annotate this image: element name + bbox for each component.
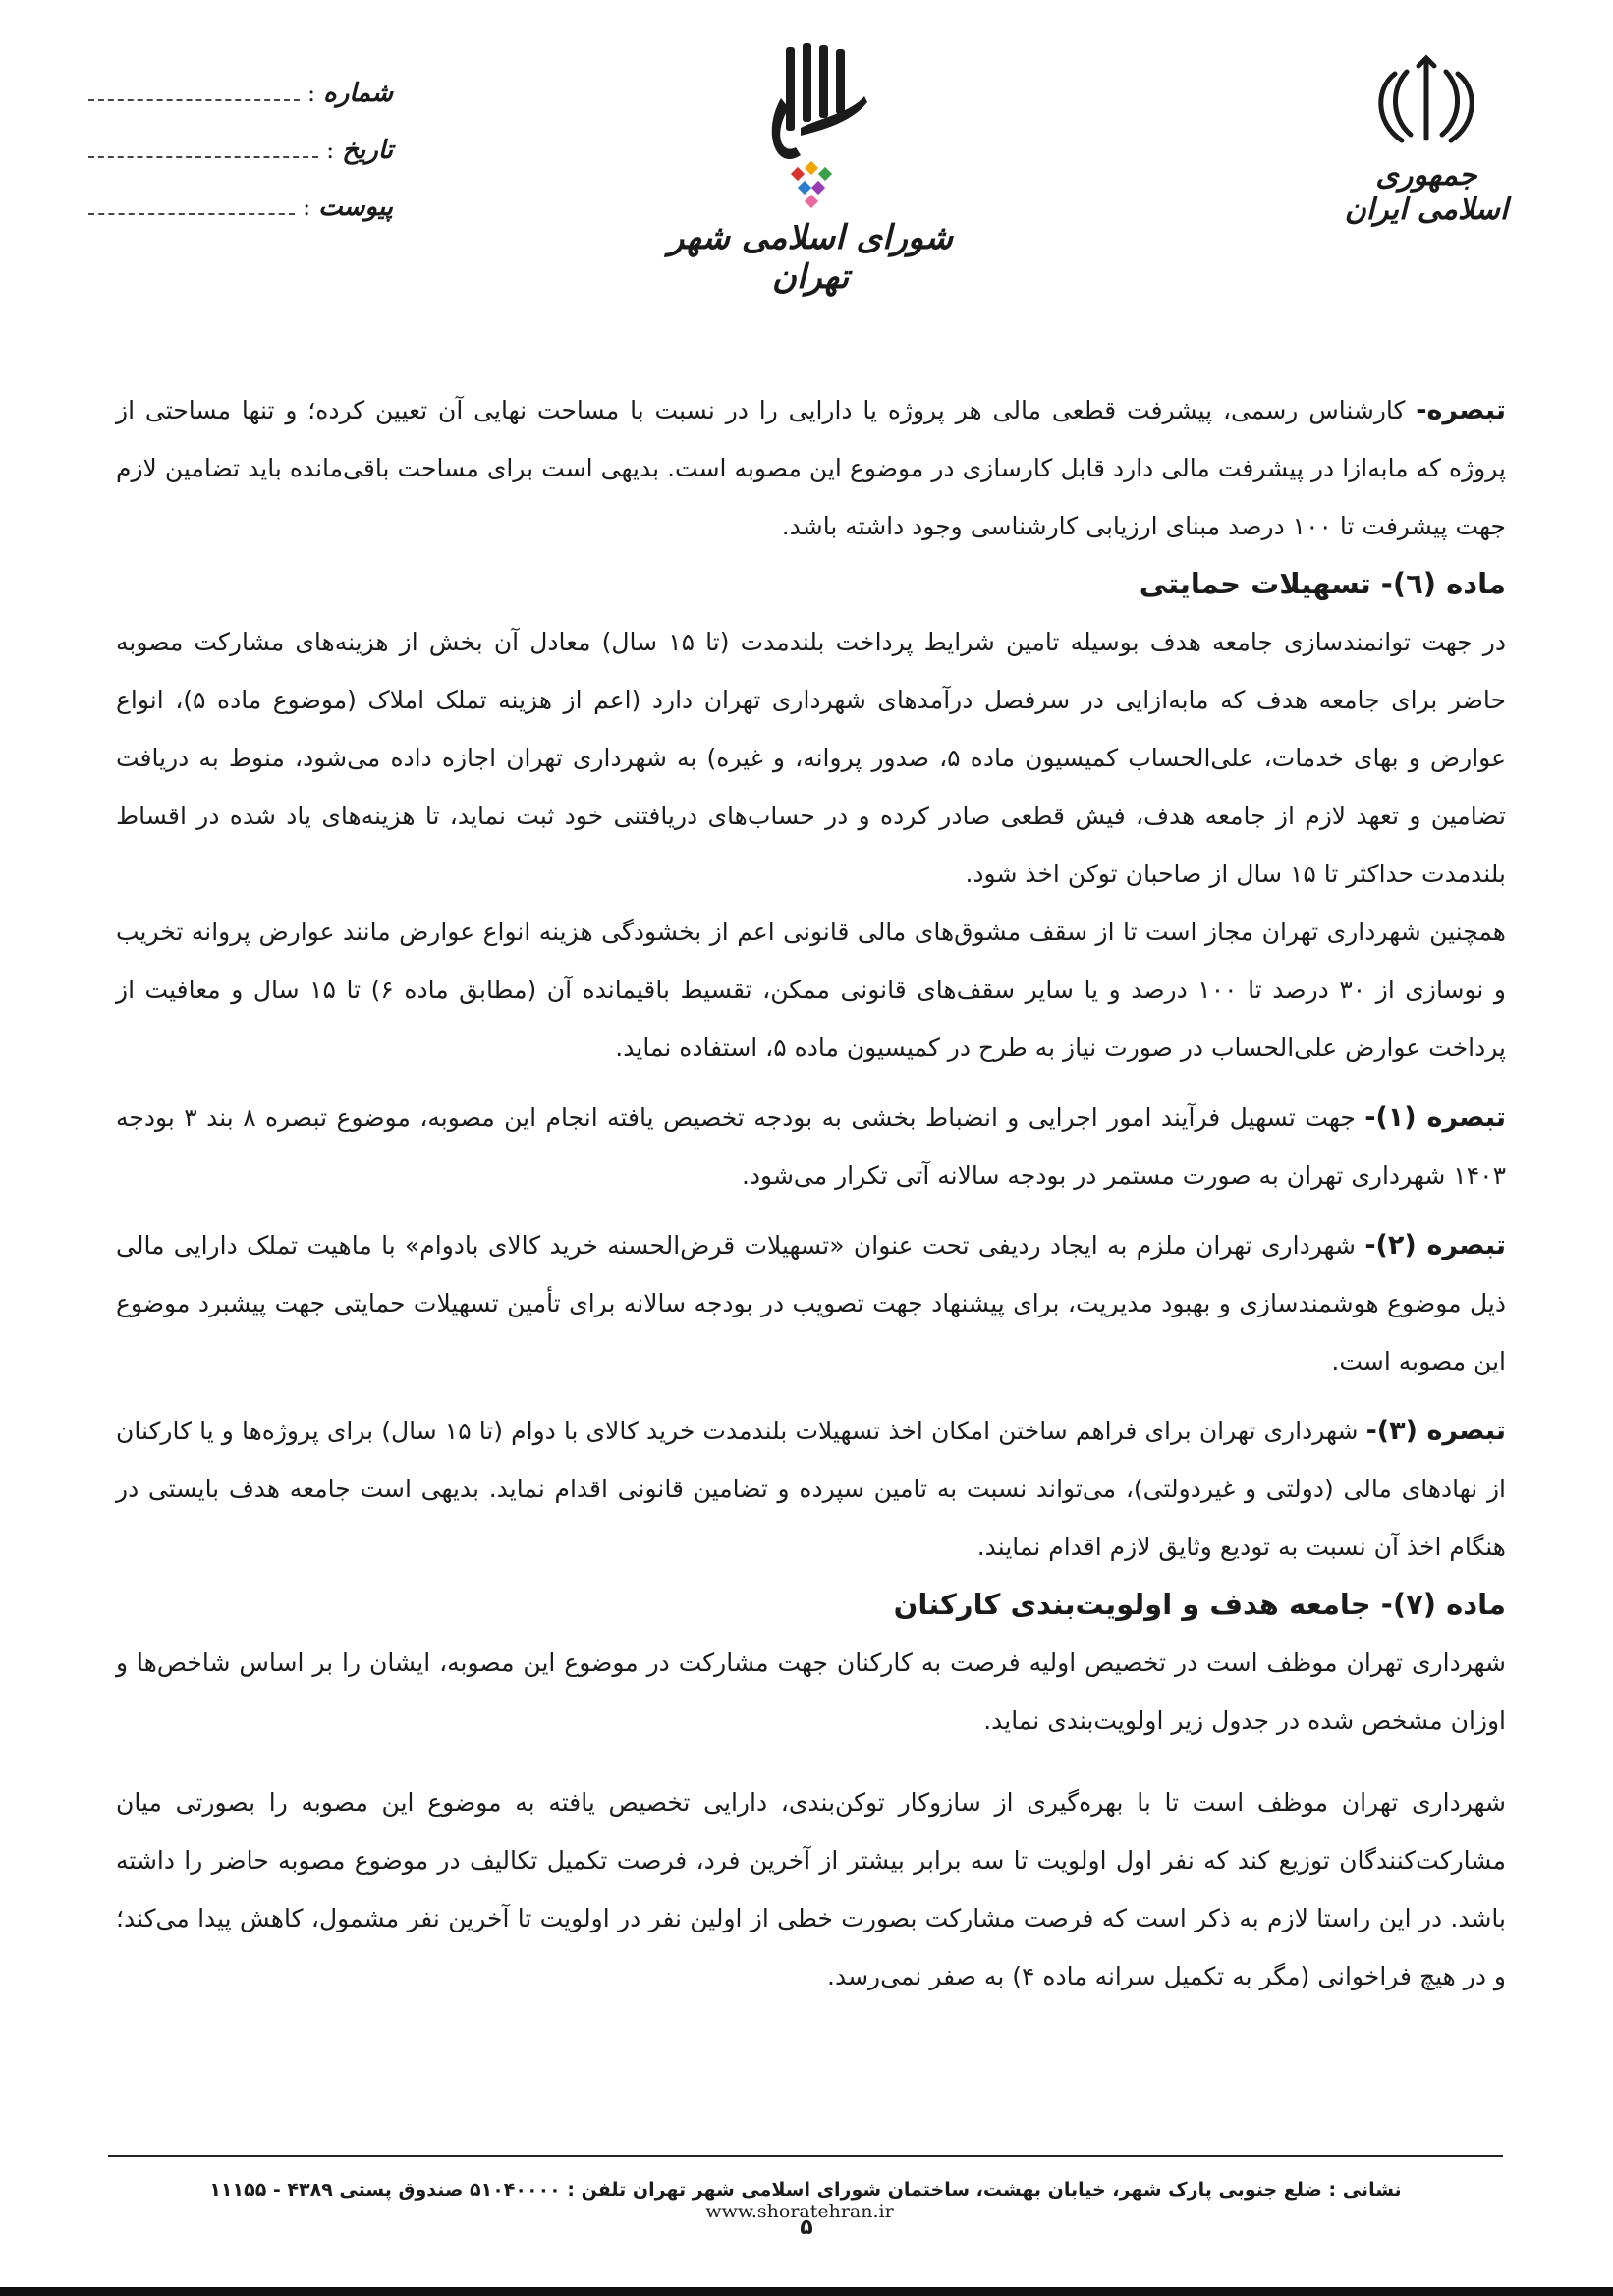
paragraph-note-3 xyxy=(116,1402,1506,1576)
council-logo-icon xyxy=(742,39,879,216)
meta-number-row xyxy=(88,79,393,136)
scan-bottom-edge xyxy=(0,2287,1613,2296)
meta-date-row xyxy=(88,136,393,193)
paragraph-note-1 xyxy=(116,1089,1506,1204)
note-3-text: شهرداری تهران برای فراهم ساختن امکان اخذ تسهیلات بلندمدت خرید کالای با دوام (تا ۱۵ سال) برای پروژه‌ها و یا کارکنان از نهادهای مالی (دولتی و غیردولتی)، می‌تواند نسبت به تامین سپرده و تضامین قانونی اقدام نماید. بدیهی است جامعه هدف بایستی در هنگام اخذ آن نسبت به تودیع وثایق لازم اقدام نمایند. xyxy=(116,1417,1506,1561)
article-7-heading: ماده (۷)- جامعه هدف و اولویت‌بندی کارکنان xyxy=(893,1588,1506,1621)
footer-divider xyxy=(108,2155,1503,2157)
page-number: ۵ xyxy=(800,2215,813,2240)
council-caption: شورای اسلامی شهر تهران xyxy=(668,218,953,297)
meta-colon: : xyxy=(303,194,311,221)
paragraph-incentives: همچنین شهرداری تهران مجاز است تا از سقف مشوق‌های مالی قانونی اعم از بخشودگی هزینه انواع عوارض مانند عوارض پروانه تخریب و نوسازی از ۳۰ درصد تا ۱۰۰ درصد و یا سایر سقف‌های قانونی ممکن، تقسیط باقیمانده آن (مطابق ماده ۶) تا ۱۵ سال و معافیت از پرداخت عوارض علی‌الحساب در صورت نیاز به طرح در کمیسیون ماده ۵، استفاده نماید. xyxy=(116,918,1506,1062)
note-2-title: تبصره (۲)- xyxy=(1364,1230,1506,1260)
footer-website: www.shoratehran.ir xyxy=(705,2201,894,2222)
footer-address-text: نشانی : ضلع جنوبی پارک شهر، خیابان بهشت، ساختمان شورای اسلامی شهر تهران تلفن : ۵۱۰۴۰۰۰۰ صندوق پستی ۴۳۸۹ - ۱۱۱۵۵ xyxy=(209,2179,1402,2201)
note-3-title: تبصره (۳)- xyxy=(1365,1416,1506,1446)
iran-emblem xyxy=(1343,54,1510,227)
note-1-text: جهت تسهیل فرآیند امور اجرایی و انضباط بخشی به بودجه تخصیص یافته انجام این مصوبه، موضوع تبصره ۸ بند ۳ بودجه ۱۴۰۳ شهرداری تهران به صورت مستمر در بودجه سالانه آتی تکرار می‌شود. xyxy=(116,1103,1506,1190)
iran-emblem-icon xyxy=(1367,54,1485,152)
meta-attachment-line xyxy=(88,199,295,215)
note-1-title: تبصره (۱)- xyxy=(1364,1102,1506,1133)
paragraph-note-2 xyxy=(116,1216,1506,1390)
council-logo xyxy=(648,39,973,297)
document-body xyxy=(116,381,1506,2005)
paragraph-article-7: شهرداری تهران موظف است در تخصیص اولیه فرصت به کارکنان جهت مشارکت در موضوع این مصوبه، ایشان را بر اساس شاخص‌ها و اوزان مشخص شده در جدول زیر اولویت‌بندی نماید. xyxy=(116,1649,1506,1735)
paragraph-article-6: در جهت توانمندسازی جامعه هدف بوسیله تامین شرایط پرداخت بلندمدت (تا ۱۵ سال) معادل آن بخش از هزینه‌های مشارکت مصوبه حاضر برای جامعه هدف که مابه‌ازایی در سرفصل درآمدهای شهرداری تهران دارد (اعم از هزینه تملک املاک (موضوع ماده ۵)، انواع عوارض و بهای خدمات، علی‌الحساب کمیسیون ماده ۵، صدور پروانه، و غیره) به شهرداری تهران اجازه داده می‌شود، منوط به دریافت تضامین و تعهد لازم از جامعه هدف، فیش قطعی صادر کرده و در حساب‌های دریافتنی خود ثبت نماید، تا هزینه‌های یاد شده در اقساط بلندمدت حداکثر تا ۱۵ سال از صاحبان توکن اخذ شود. xyxy=(116,628,1507,888)
meta-number-line xyxy=(88,85,300,101)
note-5-text: کارشناس رسمی، پیشرفت قطعی مالی هر پروژه یا دارایی را در نسبت با مساحت نهایی آن تعیین کرده؛ و تنها مساحتی از پروژه که مابه‌ازا در پیشرفت مالی دارد قابل کارسازی در موضوع این مصوبه است. بدیهی است برای مساحت باقی‌مانده باید تضامین لازم جهت پیشرفت تا ۱۰۰ درصد مبنای ارزیابی کارشناسی وجود داشته باشد. xyxy=(116,396,1506,540)
paragraph-note-5 xyxy=(116,381,1506,555)
meta-date-line xyxy=(88,142,318,158)
note-2-text: شهرداری تهران ملزم به ایجاد ردیفی تحت عنوان «تسهیلات قرض‌الحسنه خرید کالای بادوام» با ماهیت تملک دارایی مالی ذیل موضوع هوشمندسازی و بهبود مدیریت، برای پیشنهاد جهت تصویب در بودجه سالانه برای تأمین تسهیلات حمایتی جهت پیشبرد موضوع این مصوبه است. xyxy=(116,1231,1506,1375)
paragraph-token-distribution: شهرداری تهران موظف است تا با بهره‌گیری از سازوکار توکن‌بندی، دارایی تخصیص یافته به موضوع این مصوبه را بصورتی میان مشارکت‌کنندگان توزیع کند که نفر اول اولویت تا سه برابر بیشتر از آخرین فرد، فرصت تکمیل تکالیف در موضوع مصوبه حاضر را داشته باشد. در این راستا لازم به ذکر است که فرصت مشارکت بصورت خطی از اولین نفر در اولویت تا آخرین نفر مشمول، کاهش پیدا می‌کند؛ و در هیچ فراخوانی (مگر به تکمیل سرانه ماده ۴) به صفر نمی‌رسد. xyxy=(116,1788,1506,1990)
meta-number-label: شماره xyxy=(323,79,393,108)
meta-colon: : xyxy=(326,137,335,164)
meta-attachment-row xyxy=(88,193,393,250)
note-5-title: تبصره- xyxy=(1416,395,1506,425)
meta-attachment-label: پیوست xyxy=(318,193,393,222)
emblem-caption: جمهوری اسلامی ایران xyxy=(1344,158,1509,227)
meta-date-label: تاریخ xyxy=(342,136,393,165)
meta-colon: : xyxy=(306,80,316,107)
letter-meta xyxy=(88,79,393,250)
article-6-heading: ماده (٦)- تسهیلات حمایتی xyxy=(1139,567,1506,600)
